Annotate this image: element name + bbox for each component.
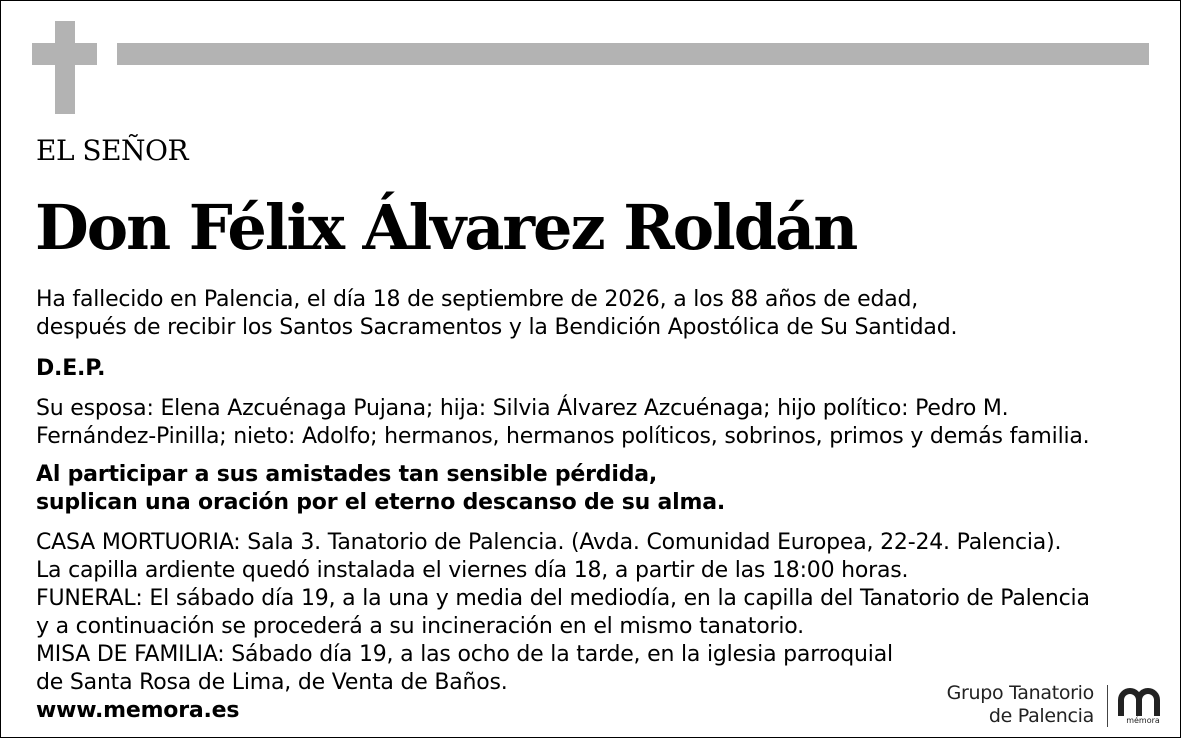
request-line: Al participar a sus amistades tan sensible pérdida, <box>36 462 658 487</box>
logo-text: mémora <box>1126 716 1160 725</box>
intro-line: Ha fallecido en Palencia, el día 18 de septiembre de 2026, a los 88 años de edad, <box>36 287 919 312</box>
brand-line: Grupo Tanatorio <box>946 682 1094 704</box>
family-line: Fernández-Pinilla; nieto: Adolfo; hermanos, hermanos políticos, sobrinos, primos y demás familia. <box>36 424 1090 449</box>
prayer-request <box>36 461 725 517</box>
website-link[interactable]: www.memora.es <box>36 698 240 723</box>
details-paragraph <box>36 529 1090 697</box>
cross-icon <box>55 21 75 114</box>
brand-line: de Palencia <box>988 705 1094 727</box>
brand-divider <box>1107 685 1108 727</box>
details-line: La capilla ardiente quedó instalada el viernes día 18, a partir de las 18:00 horas. <box>36 558 909 583</box>
dep-label: D.E.P. <box>36 356 106 381</box>
details-line: y a continuación se procederá a su incineración en el mismo tanatorio. <box>36 614 804 639</box>
details-line: MISA DE FAMILIA: Sábado día 19, a las ocho de la tarde, en la iglesia parroquial <box>36 642 893 667</box>
funeral-home-brand <box>947 682 1094 728</box>
intro-paragraph <box>36 286 957 342</box>
details-line: CASA MORTUORIA: Sala 3. Tanatorio de Palencia. (Avda. Comunidad Europea, 22-24. Palencia). <box>36 530 1062 555</box>
intro-line: después de recibir los Santos Sacramentos y la Bendición Apostólica de Su Santidad. <box>36 315 958 340</box>
deceased-name: Don Félix Álvarez Roldán <box>35 191 857 264</box>
details-line: FUNERAL: El sábado día 19, a la una y media del mediodía, en la capilla del Tanatorio de Palencia <box>36 586 1090 611</box>
details-line: de Santa Rosa de Lima, de Venta de Baños. <box>36 670 508 695</box>
family-paragraph <box>36 395 1089 451</box>
header-rule <box>117 43 1149 65</box>
honorific: EL SEÑOR <box>36 134 189 167</box>
family-line: Su esposa: Elena Azcuénaga Pujana; hija: Silvia Álvarez Azcuénaga; hijo político: Pedro M. <box>36 396 1009 421</box>
cross-icon-arm <box>32 43 97 65</box>
request-line: suplican una oración por el eterno descanso de su alma. <box>36 490 726 515</box>
